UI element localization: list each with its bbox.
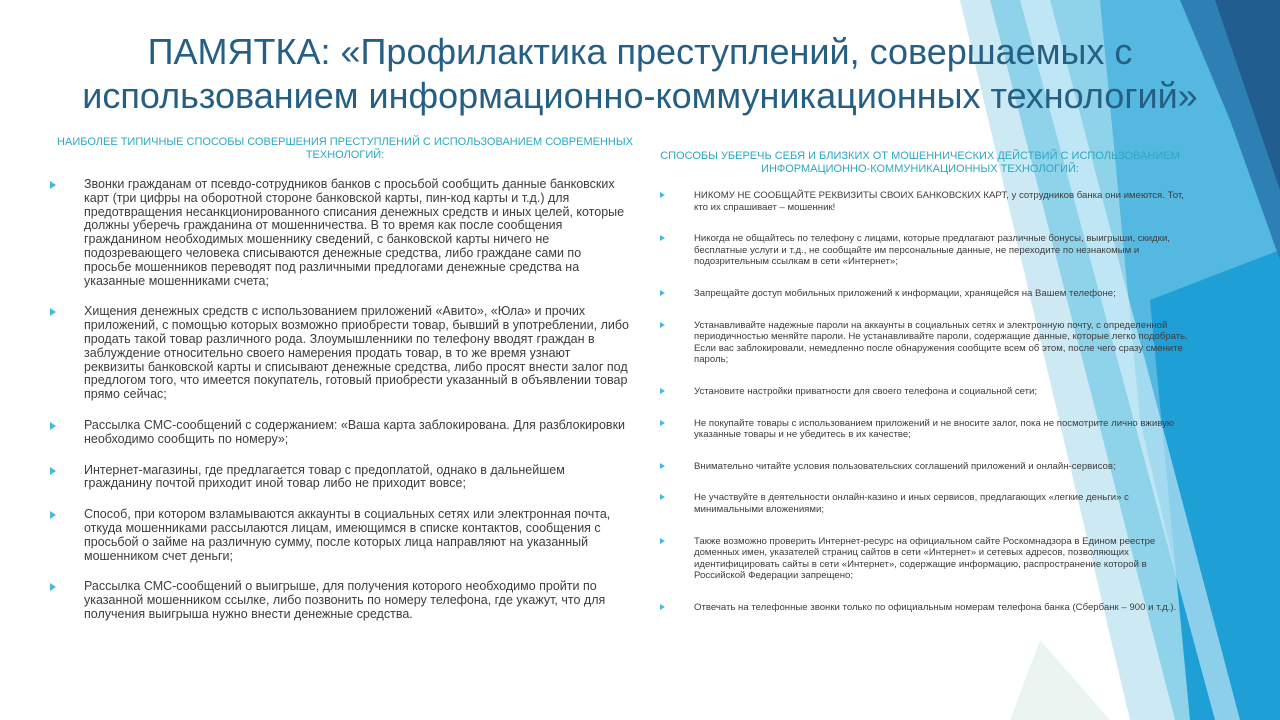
bullet-icon: [660, 604, 665, 610]
right-column-heading: СПОСОБЫ УБЕРЕЧЬ СЕБЯ И БЛИЗКИХ ОТ МОШЕННИЧЕСКИХ ДЕЙСТВИЙ С ИСПОЛЬЗОВАНИЕМ ИНФОРМАЦИОННО-КОММУНИКАЦИОННЫХ ТЕХНОЛОГИЙ:: [660, 150, 1180, 175]
list-item: [50, 305, 632, 402]
bullet-icon: [50, 181, 56, 189]
list-item-text: НИКОМУ НЕ СООБЩАЙТЕ РЕКВИЗИТЫ СВОИХ БАНКОВСКИХ КАРТ, у сотрудников банка они имеются. Тот, кто их спрашивает – мошенник!: [694, 190, 1184, 213]
list-item: [660, 320, 1188, 366]
list-item: [660, 386, 1188, 398]
crime-methods-list: [50, 178, 632, 639]
bullet-icon: [50, 583, 56, 591]
bullet-icon: [660, 538, 665, 544]
bullet-icon: [660, 290, 665, 296]
bullet-icon: [660, 235, 665, 241]
list-item-text: Также возможно проверить Интернет-ресурс на официальном сайте Роскомнадзора в Едином реестре доменных имен, указателей страниц сайтов в сети «Интернет» и сетевых адресов, позволяющих идентифицировать сайты в сети «Интернет», содержащие информацию, распространение которой в Российской Федерации запрещено;: [694, 535, 1156, 582]
list-item-text: Не покупайте товары с использованием приложений и не вносите залог, пока не посмотрите лично вживую указанные товары и не убедитесь в их качестве;: [694, 417, 1175, 441]
list-item-text: Никогда не общайтесь по телефону с лицами, которые предлагают различные бонусы, выигрыши, скидки, бесплатные услуги и т.д., не сообщайте им персональные данные, не переходите по незнакомым и подозрительным ссылкам в сети «Интернет»;: [694, 233, 1170, 268]
list-item-text: Устанавливайте надежные пароли на аккаунты в социальных сетях и электронную почту, с определенной периодичностью меняйте пароли. Не устанавливайте пароли, содержащие данные, которые легко подобрать. Если вас заблокировали, немедленно после обнаружения сообщите всем об этом, после чего сразу смените пароль;: [694, 319, 1188, 366]
list-item-text: Способ, при котором взламываются аккаунты в социальных сетях или электронная почта, откуда мошенниками рассылаются лицам, имеющимся в списке контактов, сообщения с просьбой о займе на различную сумму, после которых лица направляют на указанный мошенником счет деньги;: [84, 507, 611, 563]
bullet-icon: [50, 422, 56, 430]
list-item-text: Установите настройки приватности для своего телефона и социальной сети;: [694, 385, 1038, 397]
list-item-text: Хищения денежных средств с использованием приложений «Авито», «Юла» и прочих приложений, с помощью которых возможно приобрести товар, бывший в употреблении, либо продать такой товар различного рода. Злоумышленники по телефону вводят граждан в заблуждение относительно своего намерения продать товар, в то же время узнают реквизиты банковской карты и списывают денежные средства, либо просят внести залог под предлогом того, что имеется покупатель, готовый приобрести указанный в объявлении товар прямо сейчас;: [84, 304, 629, 402]
list-item: [660, 536, 1188, 582]
bullet-icon: [50, 511, 56, 519]
bullet-icon: [50, 467, 56, 475]
list-item: [50, 464, 632, 492]
deco-faint-triangle: [1010, 640, 1110, 720]
list-item: [660, 418, 1188, 441]
list-item: [660, 602, 1188, 614]
list-item-text: Не участвуйте в деятельности онлайн-казино и иных сервисов, предлагающих «легкие деньги» с минимальными вложениями;: [694, 492, 1129, 515]
bullet-icon: [660, 192, 665, 198]
bullet-icon: [660, 420, 665, 426]
list-item-text: Запрещайте доступ мобильных приложений к информации, хранящейся на Вашем телефоне;: [694, 287, 1116, 299]
bullet-icon: [660, 463, 665, 469]
list-item-text: Интернет-магазины, где предлагается товар с предоплатой, однако в дальнейшем гражданину почтой приходит иной товар либо не приходит вовсе;: [84, 462, 565, 491]
bullet-icon: [660, 322, 665, 328]
list-item-text: Рассылка СМС-сообщений с содержанием: «Ваша карта заблокирована. Для разблокировки необходимо сообщить по номеру»;: [84, 417, 626, 446]
list-item-text: Звонки гражданам от псевдо-сотрудников банков с просьбой сообщить данные банковских карт (три цифры на оборотной стороне банковской карты, пин-код карты и т.д.) для предотвращения несанкционированного списания денежных средств и иных целей, которые должны уберечь гражданина от мошенничества. В то время как после сообщения гражданином необходимых мошеннику сведений, с банковской карты ничего не подозревающего человека списываются денежные средства, либо граждане сами по просьбе мошенников переводят под различными предлогами денежные средства на указанные мошенниками счета;: [84, 177, 625, 288]
list-item-text: Рассылка СМС-сообщений о выигрыше, для получения которого необходимо пройти по указанной мошенником ссылке, либо позвонить по номеру телефона, где укажут, что для получения выигрыша нужно внести денежные средства.: [84, 579, 606, 621]
protection-tips-list: [660, 190, 1188, 633]
bullet-icon: [660, 388, 665, 394]
list-item: [660, 233, 1188, 268]
list-item: [660, 492, 1188, 515]
bullet-icon: [50, 308, 56, 316]
list-item: [660, 288, 1188, 300]
list-item-text: Отвечать на телефонные звонки только по официальным номерам телефона банка (Сбербанк – 900 и т.д.).: [694, 601, 1177, 613]
list-item-text: Внимательно читайте условия пользовательских соглашений приложений и онлайн-сервисов;: [694, 460, 1116, 472]
list-item: [50, 508, 632, 563]
bullet-icon: [660, 494, 665, 500]
slide-title: ПАМЯТКА: «Профилактика преступлений, совершаемых с использованием информационно-коммуникационных технологий»: [82, 31, 1198, 116]
left-column-heading: НАИБОЛЕЕ ТИПИЧНЫЕ СПОСОБЫ СОВЕРШЕНИЯ ПРЕСТУПЛЕНИЙ С ИСПОЛЬЗОВАНИЕМ СОВРЕМЕННЫХ ТЕХНОЛОГИЙ:: [57, 136, 633, 161]
list-item: [660, 190, 1188, 213]
list-item: [50, 419, 632, 447]
list-item: [660, 461, 1188, 473]
list-item: [50, 580, 632, 621]
list-item: [50, 178, 632, 288]
